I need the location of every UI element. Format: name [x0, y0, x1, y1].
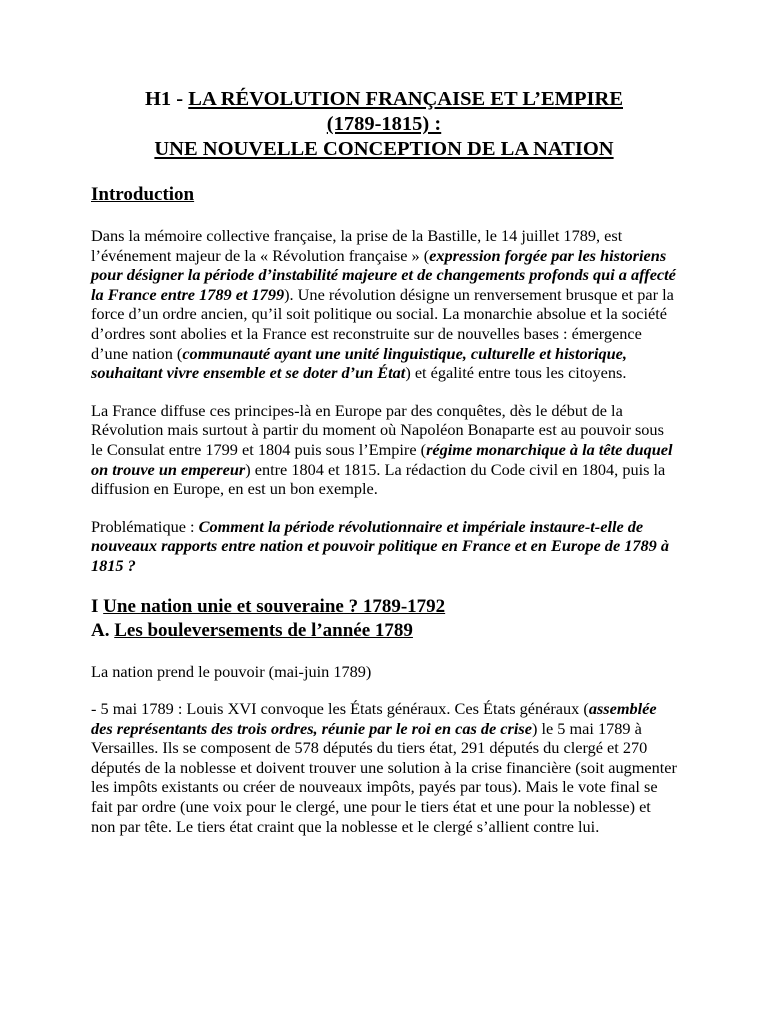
title-line-1: LA RÉVOLUTION FRANÇAISE ET L’EMPIRE — [188, 88, 623, 110]
definition-empire: régime monarchique à la tête duquel on trouve un empereur — [91, 439, 673, 479]
section-item-etats-generaux: - 5 mai 1789 : Louis XVI convoque les États généraux. Ces États généraux (assemblée des représentants des trois ordres, réunie par le roi en cas de crise) le 5 mai 1789 à Versailles. Ils se composent de 578 députés du tiers état, 291 députés du clergé et 270 députés de la noblesse et doivent trouver une solution à la crise financière (soit augmenter les impôts existants ou créer de nouveaux impôts, payés par tous). Mais le vote final se fait par ordre (une voix pour le clergé, une pour le tiers état et une pour la noblesse) et non par tête. Le tiers état craint que la noblesse et le clergé s’allient contre lui. — [91, 699, 677, 836]
problematique — [91, 517, 677, 576]
title-prefix: H1 - — [144, 88, 189, 110]
problematique-label: Problématique : — [91, 516, 199, 536]
definition-nation: communauté ayant une unité linguistique, culturelle et historique, souhaitant vivre ensemble et se doter d’un État — [91, 343, 627, 383]
introduction-heading: Introduction — [91, 184, 195, 205]
part-1a-heading: A. Les bouleversements de l’année 1789 — [91, 619, 413, 641]
definition-revolution: expression forgée par les historiens pour désigner la période d’instabilité majeure et de changements profonds qui a affecté la France entre 1789 et 1799 — [91, 245, 676, 304]
definition-etats-generaux: assemblée des représentants des trois ordres, réunie par le roi en cas de crise — [91, 699, 657, 738]
problematique-question: Comment la période révolutionnaire et impériale instaure-t-elle de nouveaux rapports entre nation et pouvoir politique en France et en Europe de 1789 à 1815 ? — [91, 516, 670, 575]
document-body — [91, 87, 677, 836]
intro-paragraph-2: La France diffuse ces principes-là en Europe par des conquêtes, dès le début de la Révolution mais surtout à partir du moment où Napoléon Bonaparte est au pouvoir sous le Consulat entre 1799 et 1804 puis sous l’Empire (régime monarchique à la tête duquel on trouve un empereur) entre 1804 et 1815. La rédaction du Code civil en 1804, puis la diffusion en Europe, en est un bon exemple. — [91, 400, 673, 499]
title-line-2: (1789-1815) : — [326, 113, 442, 135]
title-line-3: UNE NOUVELLE CONCEPTION DE LA NATION — [154, 138, 614, 160]
section-lead: La nation prend le pouvoir (mai-juin 1789) — [91, 661, 372, 681]
part-1-heading: I Une nation unie et souveraine ? 1789-1792 — [91, 595, 446, 617]
intro-paragraph-1: Dans la mémoire collective française, la prise de la Bastille, le 14 juillet 1789, est l’événement majeur de la « Révolution française » (expression forgée par les historiens pour désigner la période d’instabilité majeure et de changements profonds qui a affecté la France entre 1789 et 1799). Une révolution désigne un renversement brusque et par la force d’un ordre ancien, qu’il soit politique ou social. La monarchie absolue et la société d’ordres sont abolies et la France est reconstruite sur de nouvelles bases : émergence d’une nation (communauté ayant une unité linguistique, culturelle et historique, souhaitant vivre ensemble et se doter d’un État) et égalité entre tous les citoyens. — [91, 226, 676, 383]
document-title — [91, 87, 677, 162]
